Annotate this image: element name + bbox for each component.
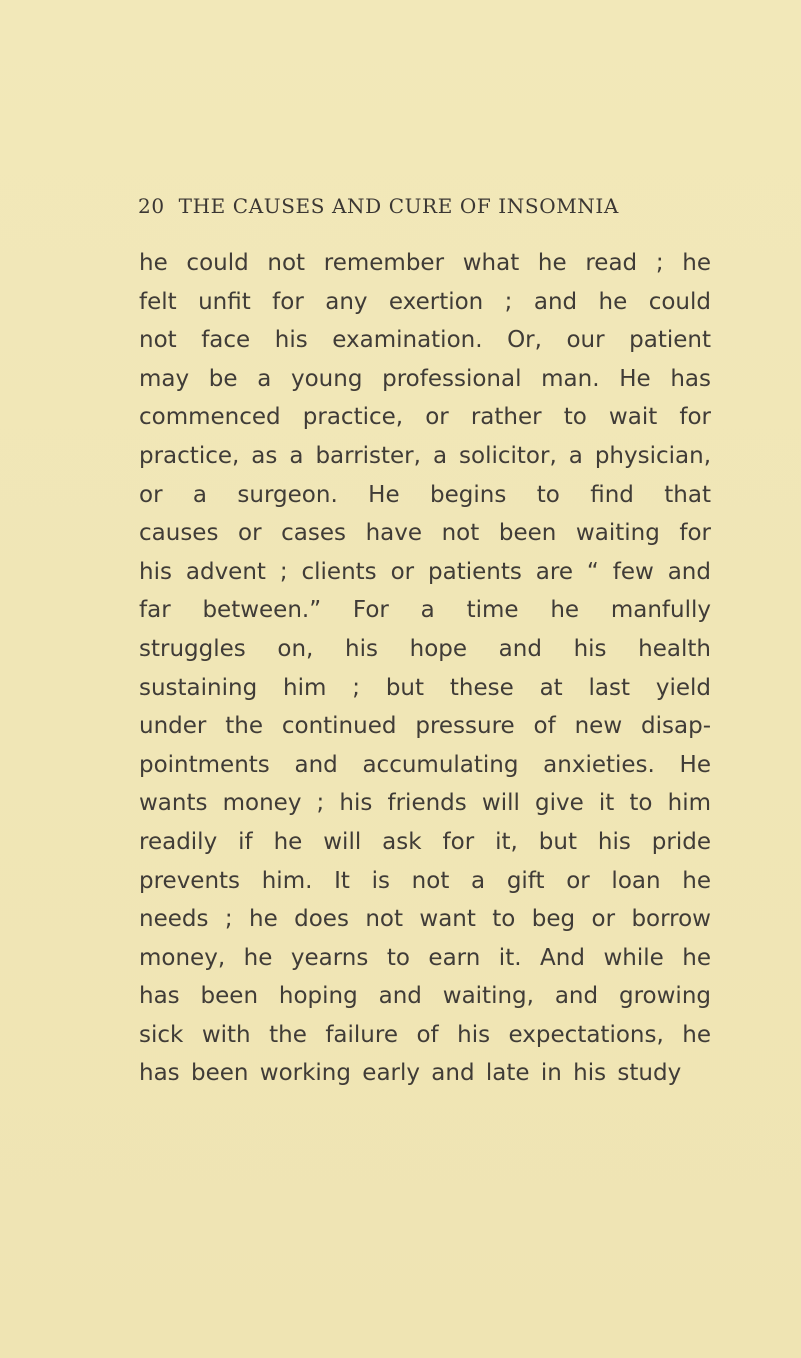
running-head [138, 194, 698, 224]
text-line: felt unfit for any exertion ; and he could [139, 288, 711, 315]
text-line: sustaining him ; but these at last yield [139, 674, 711, 701]
text-line: needs ; he does not want to beg or borrow [139, 906, 711, 933]
text-line: pointments and accumulating anxieties. He [139, 751, 711, 778]
body-text [139, 244, 711, 1093]
text-line: has been working early and late in his study [139, 1060, 682, 1087]
text-line: readily if he will ask for it, but his pride [139, 828, 711, 855]
page-number: 20 [138, 194, 165, 218]
text-line: causes or cases have not been waiting for [139, 520, 711, 547]
text-line: wants money ; his friends will give it to him [139, 790, 711, 817]
text-line: practice, as a barrister, a solicitor, a physician, [139, 442, 711, 469]
text-line: commenced practice, or rather to wait for [139, 404, 711, 431]
text-line: prevents him. It is not a gift or loan he [139, 867, 711, 894]
text-line: has been hoping and waiting, and growing [139, 983, 711, 1010]
text-line: his advent ; clients or patients are “ few and [139, 558, 711, 585]
text-line: he could not remember what he read ; he [139, 250, 711, 276]
text-line: under the continued pressure of new disap- [139, 713, 711, 740]
text-line: may be a young professional man. He has [139, 365, 711, 392]
text-line: sick with the failure of his expectations, he [139, 1021, 711, 1048]
text-line: or a surgeon. He begins to find that [139, 481, 711, 508]
text-line: money, he yearns to earn it. And while he [139, 944, 711, 971]
running-title: THE CAUSES AND CURE OF INSOMNIA [178, 194, 619, 218]
text-line: far between.” For a time he manfully [139, 597, 711, 624]
text-line: not face his examination. Or, our patient [139, 327, 711, 354]
text-line: struggles on, his hope and his health [139, 635, 711, 662]
